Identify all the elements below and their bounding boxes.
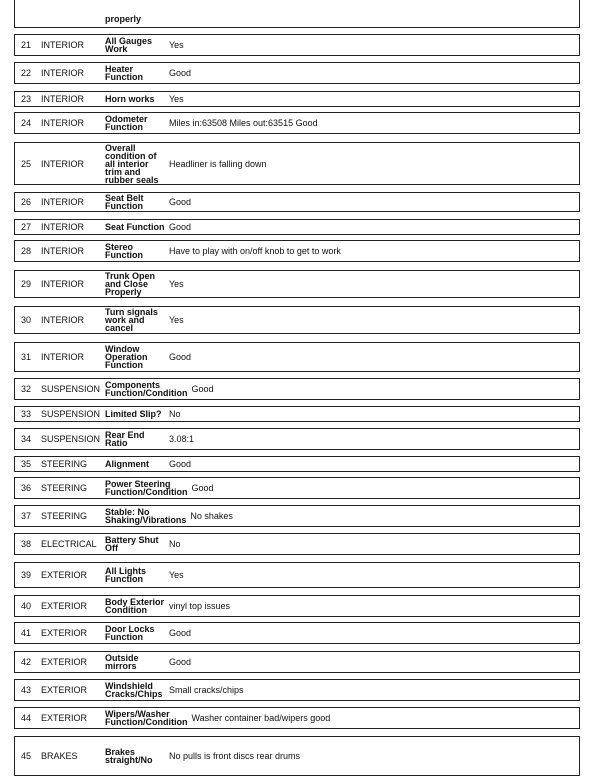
category-cell: INTERIOR bbox=[41, 352, 85, 362]
category-cell: INTERIOR bbox=[41, 246, 85, 256]
value-cell: Yes bbox=[169, 570, 184, 580]
value-cell: Good bbox=[169, 352, 192, 362]
row-number: 36 bbox=[21, 483, 32, 493]
table-row bbox=[14, 406, 580, 422]
item-label: Body Exterior Condition bbox=[105, 597, 165, 615]
item-label: Brakes straight/No bbox=[105, 747, 153, 765]
item-label: Battery Shut Off bbox=[105, 535, 159, 553]
item-label: Overall condition of all interior trim and rubber seals bbox=[105, 142, 159, 185]
table-row bbox=[14, 112, 580, 134]
row-number: 44 bbox=[21, 713, 32, 723]
value-cell: Good bbox=[169, 459, 192, 469]
row-number: 40 bbox=[21, 601, 32, 611]
value-cell: Washer container bad/wipers good bbox=[191, 713, 331, 723]
category-cell: STEERING bbox=[41, 459, 88, 469]
item-label: Limited Slip? bbox=[105, 409, 162, 419]
value-cell: Headliner is falling down bbox=[169, 158, 267, 169]
item-label: Trunk Open and Close Properly bbox=[105, 271, 156, 297]
value-cell: Miles in:63508 Miles out:63515 Good bbox=[169, 118, 318, 128]
row-number: 28 bbox=[21, 246, 32, 256]
row-number: 42 bbox=[21, 657, 32, 667]
table-row bbox=[14, 562, 580, 588]
item-label: Horn works bbox=[105, 94, 155, 104]
category-cell: EXTERIOR bbox=[41, 657, 88, 667]
item-label: Components Function/Condition bbox=[105, 380, 188, 398]
item-label: Window Operation Function bbox=[105, 344, 148, 370]
table-row bbox=[14, 34, 580, 56]
row-number: 21 bbox=[21, 40, 32, 50]
category-cell: BRAKES bbox=[41, 751, 78, 761]
row-number: 41 bbox=[21, 628, 32, 638]
category-cell: INTERIOR bbox=[41, 68, 85, 78]
table-row bbox=[14, 679, 580, 701]
value-cell: Good bbox=[169, 657, 192, 667]
item-label: Seat Belt Function bbox=[105, 193, 144, 211]
table-row bbox=[14, 342, 580, 372]
value-cell: No bbox=[169, 539, 181, 549]
category-cell: EXTERIOR bbox=[41, 713, 88, 723]
category-cell: SUSPENSION bbox=[41, 384, 101, 394]
table-row bbox=[14, 595, 580, 617]
table-row bbox=[14, 651, 580, 673]
category-cell: EXTERIOR bbox=[41, 685, 88, 695]
item-label: Heater Function bbox=[105, 64, 143, 82]
table-row bbox=[14, 505, 580, 527]
table-row bbox=[14, 219, 580, 235]
value-cell: vinyl top issues bbox=[169, 601, 231, 611]
category-cell: EXTERIOR bbox=[41, 628, 88, 638]
row-number: 31 bbox=[21, 352, 32, 362]
category-cell: EXTERIOR bbox=[41, 601, 88, 611]
item-label: Alignment bbox=[105, 459, 149, 469]
category-cell: SUSPENSION bbox=[41, 434, 101, 444]
category-cell: INTERIOR bbox=[41, 197, 85, 207]
table-row bbox=[14, 707, 580, 729]
row-number: 38 bbox=[21, 539, 32, 549]
value-cell: Good bbox=[169, 197, 192, 207]
table-row bbox=[14, 306, 580, 334]
item-label: Rear End Ratio bbox=[105, 430, 145, 448]
category-cell: INTERIOR bbox=[41, 158, 85, 169]
category-cell: INTERIOR bbox=[41, 279, 85, 289]
item-label: Door Locks Function bbox=[105, 624, 155, 642]
value-cell: Have to play with on/off knob to get to work bbox=[169, 246, 341, 256]
row-number: 34 bbox=[21, 434, 32, 444]
value-cell: No bbox=[169, 409, 181, 419]
category-cell: INTERIOR bbox=[41, 40, 85, 50]
item-label: Outside mirrors bbox=[105, 653, 139, 671]
table-row-fragment bbox=[14, 0, 580, 28]
row-number: 43 bbox=[21, 685, 32, 695]
table-row bbox=[14, 62, 580, 84]
row-number: 30 bbox=[21, 315, 32, 325]
row-number: 27 bbox=[21, 222, 32, 232]
row-number: 39 bbox=[21, 570, 32, 580]
category-cell: INTERIOR bbox=[41, 315, 85, 325]
item-label: properly bbox=[105, 14, 142, 24]
table-row bbox=[14, 378, 580, 400]
row-number: 35 bbox=[21, 459, 32, 469]
item-label: Wipers/Washer Function/Condition bbox=[105, 709, 188, 727]
row-number: 45 bbox=[21, 751, 32, 761]
row-number: 32 bbox=[21, 384, 32, 394]
value-cell: Good bbox=[169, 68, 192, 78]
category-cell: INTERIOR bbox=[41, 118, 85, 128]
table-row bbox=[14, 240, 580, 262]
table-row bbox=[14, 622, 580, 644]
row-number: 37 bbox=[21, 511, 32, 521]
table-row bbox=[14, 533, 580, 555]
category-cell: STEERING bbox=[41, 511, 88, 521]
value-cell: Yes bbox=[169, 40, 184, 50]
row-number: 29 bbox=[21, 279, 32, 289]
row-number: 22 bbox=[21, 68, 32, 78]
table-row bbox=[14, 456, 580, 472]
table-row bbox=[14, 142, 580, 185]
table-row bbox=[14, 270, 580, 298]
value-cell: Good bbox=[191, 384, 214, 394]
category-cell: SUSPENSION bbox=[41, 409, 101, 419]
value-cell: Good bbox=[169, 628, 192, 638]
item-label: Stereo Function bbox=[105, 242, 143, 260]
item-label: Seat Function bbox=[105, 222, 165, 232]
category-cell: STEERING bbox=[41, 483, 88, 493]
item-label: All Lights Function bbox=[105, 566, 146, 584]
row-number: 23 bbox=[21, 94, 32, 104]
row-number: 24 bbox=[21, 118, 32, 128]
item-label: Windshield Cracks/Chips bbox=[105, 681, 163, 699]
value-cell: Yes bbox=[169, 94, 184, 104]
category-cell: INTERIOR bbox=[41, 222, 85, 232]
value-cell: Good bbox=[191, 483, 214, 493]
value-cell: No shakes bbox=[190, 511, 233, 521]
value-cell: Small cracks/chips bbox=[169, 685, 244, 695]
value-cell: 3.08:1 bbox=[169, 434, 195, 444]
category-cell: ELECTRICAL bbox=[41, 539, 97, 549]
table-row bbox=[14, 477, 580, 499]
category-cell: EXTERIOR bbox=[41, 570, 88, 580]
item-label: Power Steering Function/Condition bbox=[105, 479, 188, 497]
value-cell: No pulls is front discs rear drums bbox=[169, 751, 301, 761]
category-cell: INTERIOR bbox=[41, 94, 85, 104]
item-label: Odometer Function bbox=[105, 114, 148, 132]
value-cell: Yes bbox=[169, 279, 184, 289]
value-cell: Good bbox=[169, 222, 192, 232]
row-number: 25 bbox=[21, 158, 32, 169]
value-cell: Yes bbox=[169, 315, 184, 325]
item-label: All Gauges Work bbox=[105, 36, 153, 54]
table-row bbox=[14, 192, 580, 212]
item-label: Turn signals work and cancel bbox=[105, 307, 158, 333]
item-label: Stable: No Shaking/Vibrations bbox=[105, 507, 187, 525]
row-number: 33 bbox=[21, 409, 32, 419]
table-row bbox=[14, 428, 580, 450]
table-row bbox=[14, 91, 580, 107]
table-row bbox=[14, 736, 580, 776]
row-number: 26 bbox=[21, 197, 32, 207]
